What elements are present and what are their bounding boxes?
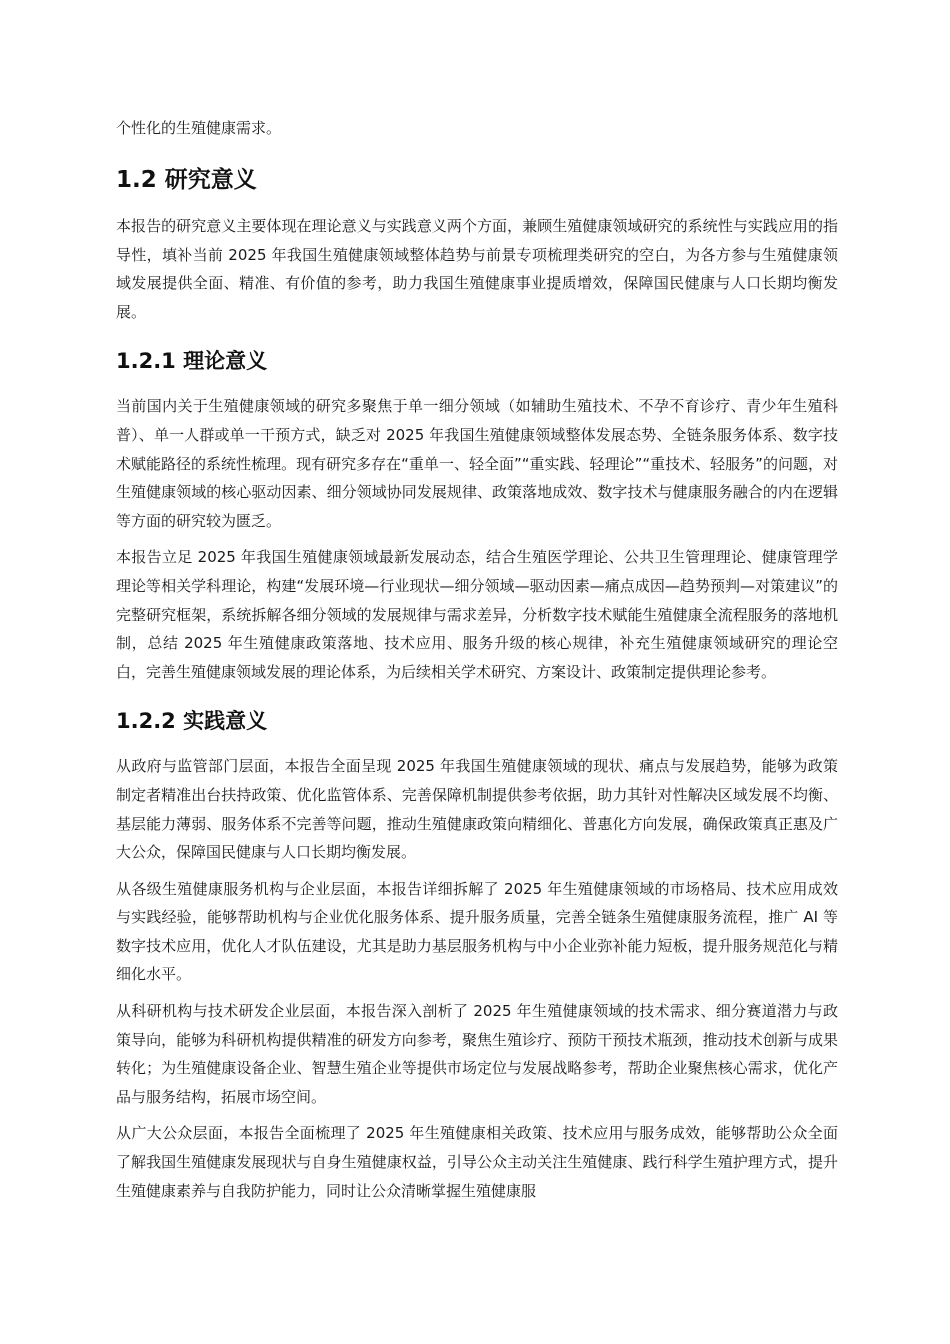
- paragraph: 从科研机构与技术研发企业层面，本报告深入剖析了 2025 年生殖健康领域的技术需求、细分赛道潜力与政策导向，能够为科研机构提供精准的研发方向参考，聚焦生殖诊疗、预防干预技术瓶颈，推动技术创新与成果转化；为生殖健康设备企业、智慧生殖企业等提供市场定位与发展战略参考，帮助企业聚焦核心需求，优化产品与服务结构，拓展市场空间。: [116, 1002, 838, 1106]
- paragraph: 当前国内关于生殖健康领域的研究多聚焦于单一细分领域（如辅助生殖技术、不孕不育诊疗、青少年生殖科普）、单一人群或单一干预方式，缺乏对 2025 年我国生殖健康领域整体发展态势、全链条服务体系、数字技术赋能路径的系统性梳理。现有研究多存在“重单一、轻全面”“重实践、轻理论”“重技术、轻服务”的问题，对生殖健康领域的核心驱动因素、细分领域协同发展规律、政策落地成效、数字技术与健康服务融合的内在逻辑等方面的研究较为匮乏。: [116, 397, 838, 530]
- section-heading-1-2-2: 1.2.2 实践意义: [116, 709, 268, 734]
- paragraph: 从政府与监管部门层面，本报告全面呈现 2025 年我国生殖健康领域的现状、痛点与发展趋势，能够为政策制定者精准出台扶持政策、优化监管体系、完善保障机制提供参考依据，助力其针对性解决区域发展不均衡、基层能力薄弱、服务体系不完善等问题，推动生殖健康政策向精细化、普惠化方向发展，确保政策真正惠及广大公众，保障国民健康与人口长期均衡发展。: [116, 757, 838, 862]
- section-heading-1-2-1: 1.2.1 理论意义: [116, 349, 268, 374]
- section-heading-1-2: 1.2 研究意义: [116, 167, 257, 193]
- paragraph: 从广大公众层面，本报告全面梳理了 2025 年生殖健康相关政策、技术应用与服务成效，能够帮助公众全面了解我国生殖健康发展现状与自身生殖健康权益，引导公众主动关注生殖健康、践行科学生殖护理方式，提升生殖健康素养与自我防护能力，同时让公众清晰掌握生殖健康服: [116, 1124, 838, 1200]
- paragraph: 本报告立足 2025 年我国生殖健康领域最新发展动态，结合生殖医学理论、公共卫生管理理论、健康管理学理论等相关学科理论，构建“发展环境—行业现状—细分领域—驱动因素—痛点成因—趋势预判—对策建议”的完整研究框架，系统拆解各细分领域的发展规律与需求差异，分析数字技术赋能生殖健康全流程服务的落地机制，总结 2025 年生殖健康政策落地、技术应用、服务升级的核心规律，补充生殖健康领域研究的理论空白，完善生殖健康领域发展的理论体系，为后续相关学术研究、方案设计、政策制定提供理论参考。: [116, 548, 838, 681]
- paragraph: 从各级生殖健康服务机构与企业层面，本报告详细拆解了 2025 年生殖健康领域的市场格局、技术应用成效与实践经验，能够帮助机构与企业优化服务体系、提升服务质量，完善全链条生殖健康服务流程，推广 AI 等数字技术应用，优化人才队伍建设，尤其是助力基层服务机构与中小企业弥补能力短板，提升服务规范化与精细化水平。: [116, 879, 838, 984]
- paragraph: 本报告的研究意义主要体现在理论意义与实践意义两个方面，兼顾生殖健康领域研究的系统性与实践应用的指导性，填补当前 2025 年我国生殖健康领域整体趋势与前景专项梳理类研究的空白，为各方参与生殖健康领域发展提供全面、精准、有价值的参考，助力我国生殖健康事业提质增效，保障国民健康与人口长期均衡发展。: [116, 217, 838, 321]
- lead-paragraph: 个性化的生殖健康需求。: [116, 119, 282, 137]
